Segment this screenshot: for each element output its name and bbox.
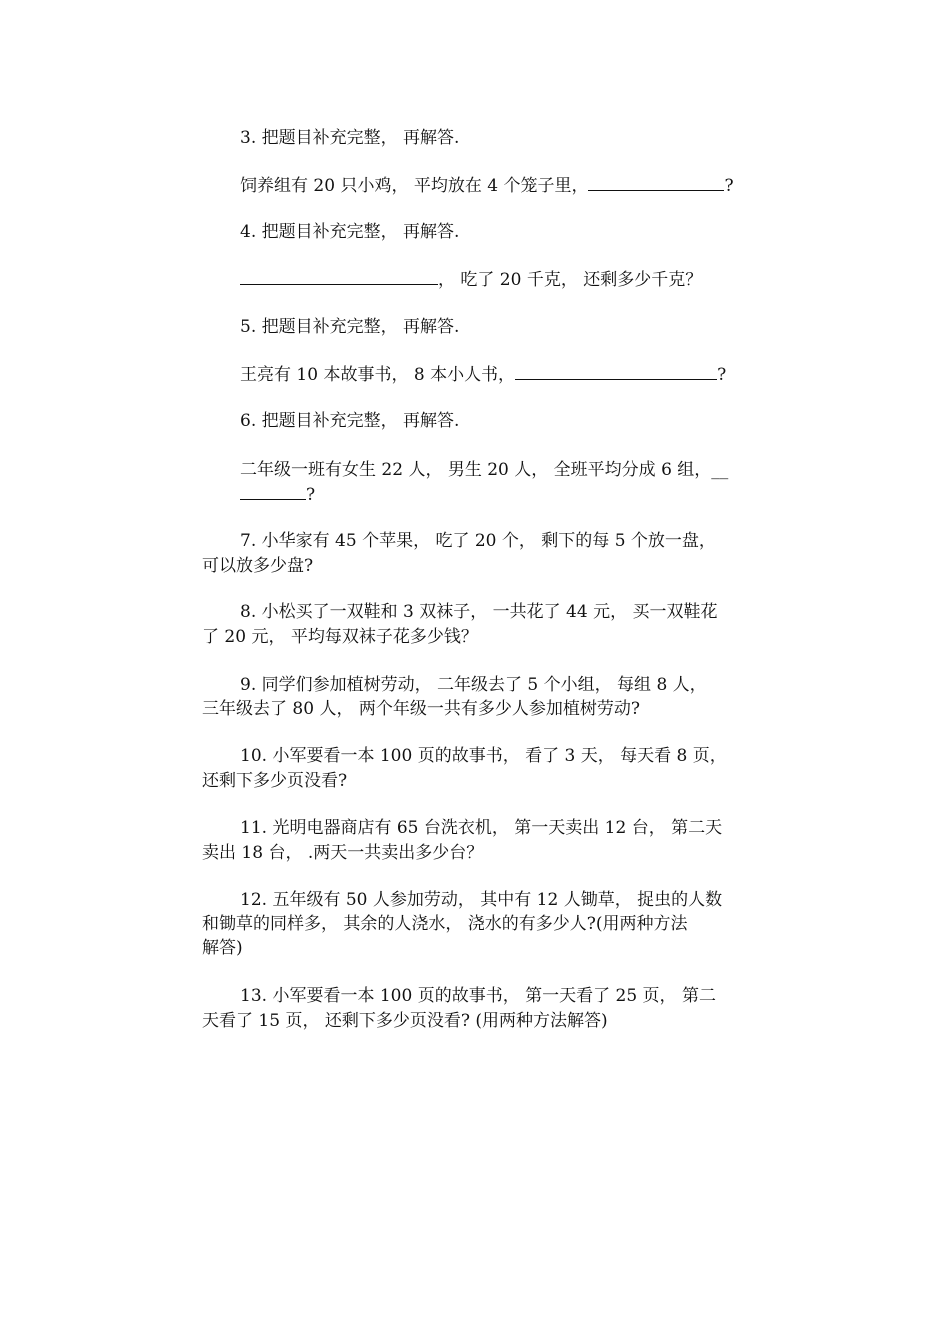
question-7-line1: 7. 小华家有 45 个苹果， 吃了 20 个， 剩下的每 5 个放一盘， [240,531,716,551]
problem-4-text [240,268,702,291]
answer-blank[interactable] [588,174,724,191]
problem-6-text-after: ? [306,485,316,505]
answer-blank[interactable] [240,483,306,500]
problem-4-title: 4. 把题目补充完整， 再解答. [240,222,460,242]
question-7-line2: 可以放多少盘? [202,556,314,576]
problem-5-text [240,363,726,386]
problem-3-text-before: 饲养组有 20 只小鸡， 平均放在 4 个笼子里， [240,176,589,196]
problem-3-text-after: ? [724,176,734,196]
question-13-line1: 13. 小军要看一本 100 页的故事书， 第一天看了 25 页， 第二 [240,986,716,1006]
question-11-line1: 11. 光明电器商店有 65 台洗衣机， 第一天卖出 12 台， 第二天 [240,818,723,838]
problem-5-text-before: 王亮有 10 本故事书， 8 本小人书， [240,365,516,385]
answer-blank[interactable] [515,363,717,380]
problem-6-text-line1: 二年级一班有女生 22 人， 男生 20 人， 全班平均分成 6 组，__ [240,460,729,480]
problem-4-text-after: ， 吃了 20 千克， 还剩多少千克？ [438,270,703,290]
problem-3-text [240,174,734,197]
question-12-line1: 12. 五年级有 50 人参加劳动， 其中有 12 人锄草， 捉虫的人数 [240,890,723,910]
problem-5-title: 5. 把题目补充完整， 再解答. [240,317,460,337]
problem-6-title: 6. 把题目补充完整， 再解答. [240,411,460,431]
question-13-line2: 天看了 15 页， 还剩下多少页没看? (用两种方法解答) [202,1011,608,1031]
problem-3-title: 3. 把题目补充完整， 再解答. [240,128,460,148]
question-9-line1: 9. 同学们参加植树劳动， 二年级去了 5 个小组， 每组 8 人， [240,675,707,695]
problem-6-text-line2 [240,483,315,506]
question-8-line1: 8. 小松买了一双鞋和 3 双袜子， 一共花了 44 元， 买一双鞋花 [240,602,718,622]
question-8-line2: 了 20 元， 平均每双袜子花多少钱？ [202,627,478,647]
question-12-line2: 和锄草的同样多， 其余的人浇水， 浇水的有多少人?(用两种方法 [202,914,688,934]
question-12-line3: 解答) [202,938,243,958]
answer-blank[interactable] [240,268,438,285]
question-11-line2: 卖出 18 台， .两天一共卖出多少台？ [202,843,484,863]
problem-5-text-after: ? [717,365,727,385]
question-9-line2: 三年级去了 80 人， 两个年级一共有多少人参加植树劳动? [202,699,640,719]
question-10-line1: 10. 小军要看一本 100 页的故事书， 看了 3 天， 每天看 8 页， [240,746,727,766]
question-10-line2: 还剩下多少页没看? [202,771,348,791]
